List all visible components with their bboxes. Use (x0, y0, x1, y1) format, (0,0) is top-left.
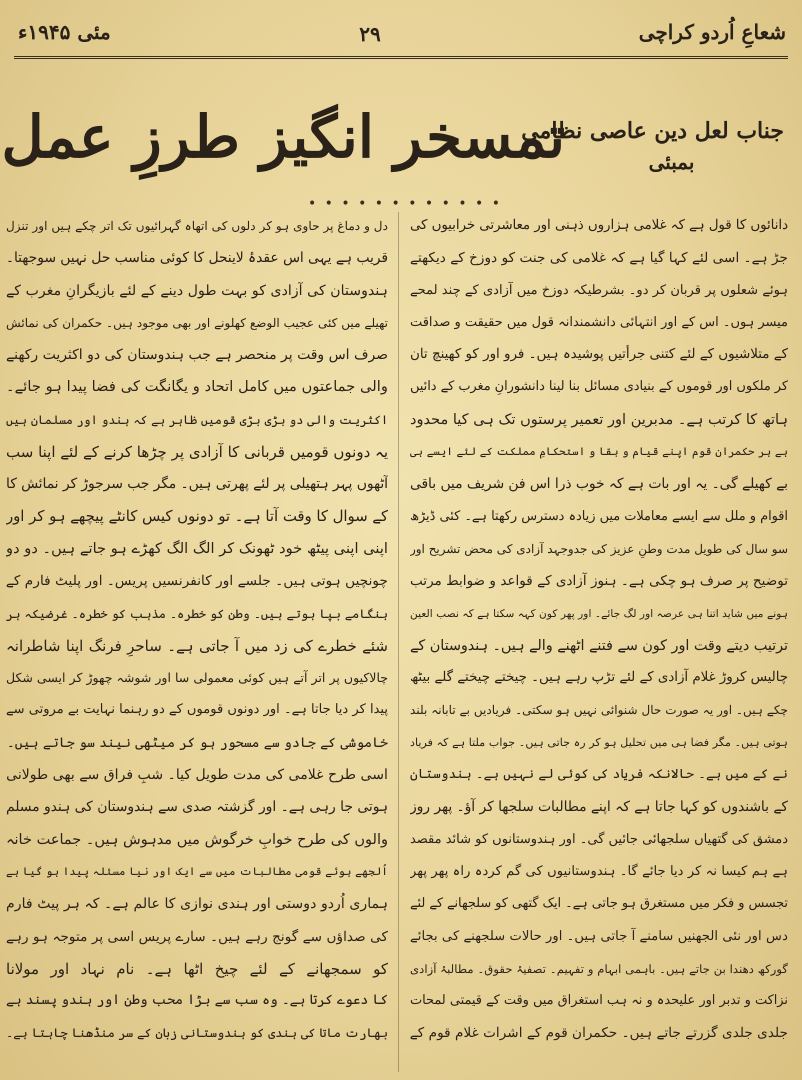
text-line: ہندوستان کی آزادی کو بہت طول دینے کے لئے بازیگرانِ مغرب کے (6, 282, 388, 299)
text-line: کر ملکوں اور قوموں کے بنیادی مسائل بنا لینا دانشورانِ مغرب کے دائیں (410, 379, 788, 395)
text-line: کا دعوے کرتا ہے۔ وہ سب سے بڑا محب وطن اور ہندو پسند ہے (6, 993, 388, 1009)
text-line: کے متلاشیوں کے لئے کتنی جرأتیں پوشیدہ ہیں۔ فرو اور کو کھینچ تان (410, 347, 788, 363)
text-line: دانائوں کا قول ہے کہ غلامی ہزاروں ذہنی اور معاشرتی خرابیوں کی (410, 218, 788, 233)
text-line: چکے ہیں۔ اور یہ صورت حال شنوائی نہیں ہو سکتی۔ فریادیں بے تابانہ بلند (410, 703, 788, 718)
text-line: چونچیں ہوتی ہیں۔ جلسے اور کانفرنسیں پریس۔ اور پلیٹ فارم کے (6, 573, 388, 590)
author-name: جناب لعل دین عاصی نظامی (521, 118, 784, 144)
text-line: ہوتی جا رہی ہے۔ اور گزشتہ صدی سے ہندوستان کی ہندو مسلم (6, 799, 388, 816)
title-ornament: • • • • • • • • • • • • (307, 196, 503, 212)
text-line: ہوتی ہیں۔ مگر فضا ہی میں تحلیل ہو کر رہ جاتی ہیں۔ جواب ملتا ہے کہ فریاد (410, 735, 788, 749)
right-column (410, 210, 788, 1072)
text-line: تھیلے میں کئی عجیب الوضع کھلونے اور بھی موجود ہیں۔ حکمران کی نمائش (6, 315, 388, 330)
article-title: تمسخر انگیز طرزِ عمل (1, 103, 565, 171)
text-line: صرف اس وقت پر منحصر ہے جب ہندوستان کی دو اکثریت رکھنے (6, 347, 388, 364)
text-line: ہنگامے بپا ہوتے ہیں۔ وطن کو خطرہ۔ مذہب کو خطرہ۔ غرضیکہ ہر (6, 606, 388, 621)
text-line: خاموشی کے جادو سے مسحور ہو کر میٹھی نیند سو جاتے ہیں۔ (6, 734, 388, 751)
text-line: سو سال کی طویل مدت وطنِ عزیز کی جدوجہد آزادی کی محض تشریح اور (410, 541, 788, 556)
text-line: ہماری اُردو دوستی اور ہندی نوازی کا عالم ہے۔ کہ ہر پیٹ فارم (6, 896, 388, 913)
page-header (0, 0, 802, 62)
header-rule (14, 56, 788, 59)
text-line: دس اور نئی الجھنیں سامنے آ جاتی ہیں۔ اور حالات سلجھنے کی بجائے (410, 928, 788, 944)
text-line: چالیس کروڑ غلام آزادی کے لئے تڑپ رہے ہیں۔ چیختے چیختے گلے بیٹھ (410, 670, 788, 686)
text-line: دمشق کی گتھیاں سلجھائی جائیں گی۔ اور ہندوستانوں کو شائد مقصد (410, 831, 788, 847)
text-line: اُلجھے ہوئے قومی مطالبات میں سے ایک اور نیا مسئلہ پیدا ہو گیا ہے (6, 864, 388, 878)
text-line: توضیح پر صرف ہو چکی ہے۔ ہنوز آزادی کے قواعد و ضوابط مرتب (410, 573, 788, 590)
text-line: دل و دماغ پر حاوی ہو کر دلوں کی اتھاہ گہرائیوں تک اتر چکے ہیں اور تنزل (6, 219, 388, 233)
column-divider (398, 212, 399, 1072)
text-line: نزاکت و تدبر اور علیحدہ و نہ ہب استغراق میں وقت کے قیمتی لمحات (410, 993, 788, 1009)
text-line: ہاتھ کا کرتب ہے۔ مدبرین اور تعمیر پرستوں تک ہی کیا محدود (410, 411, 788, 428)
text-line: تجسس و فکر میں مستغرق ہو جاتی ہے۔ ایک گتھی کو سلجھانے کے لئے (410, 896, 788, 912)
text-line: آٹھوں پہر ہتھیلی پر لئے پھرتی ہیں۔ مگر جب سرجوڑ کر نمائش کا (6, 476, 388, 493)
text-line: کی صداؤں سے گونج رہے ہیں۔ سارے پریس اسی پر متوجہ ہو رہے (6, 928, 388, 945)
text-line: کے باشندوں کو کہا جاتا ہے کہ اپنے مطالبات سلجھا کر آؤ۔ پھر روز (410, 799, 788, 816)
text-line: میسر ہوں۔ اس کے اور انتہائی دانشمندانہ قول میں حقیقت و صداقت (410, 314, 788, 330)
left-column (6, 210, 388, 1072)
header-page-number: ۲۹ (359, 22, 381, 46)
text-line: بھارت ماتا کی ہندی کو ہندوستانی زبان کے سر منڈھنا چاہتا ہے۔ (6, 1026, 388, 1041)
text-line: کے سوال کا وقت آتا ہے۔ تو دونوں کیس کانٹے پیچھے ہو کر اور (6, 507, 388, 525)
text-line: ہوئے شعلوں پر قربان کر دو۔ بشرطیکہ دوزخ میں آزادی کے چند لمحے (410, 282, 788, 298)
text-line: اپنی اپنی پیٹھ خود ٹھونک کر الگ الگ کھڑے ہو جاتے ہیں۔ دو دو (6, 539, 388, 557)
text-line: پیدا کر دیا جاتا ہے۔ اور دونوں قوموں کے دو رہنما نہایت بے مروتی سے (6, 702, 388, 718)
text-line: اسی طرح غلامی کی مدت طویل کیا۔ شبِ فراق سے بھی طولانی (6, 767, 388, 784)
author-city: بمبئی (648, 150, 695, 174)
author-block (521, 118, 784, 174)
text-line: ہے ہم کیسا نہ کر دیا جائے گا۔ ہندوستانیوں کی گم کردہ راہ پھر پھر (410, 863, 788, 879)
text-line: اقوام و ملل سے ایسے معاملات میں زیادہ دسترس رکھتا ہے۔ کئی ڈیڑھ (410, 508, 788, 524)
text-line: بے کھیلے گی۔ یہ اور بات ہے کہ خوب ذرا اس فن شریف میں باقی (410, 476, 788, 493)
text-line: شئے خطرے کی زد میں آ جاتی ہے۔ ساحرِ فرنگ اپنا شاطرانہ (6, 636, 388, 655)
text-line: گورکھ دھندا بن جاتے ہیں۔ باہمی ابہام و تفہیم۔ تصفیۂ حقوق۔ مطالبۂ آزادی (410, 961, 788, 976)
text-line: ہے ہر حکمران قوم اپنے قیام و بقا و استحکامِ مملکت کے لئے ایسے ہی (410, 445, 788, 459)
header-date: مئی ۱۹۴۵ء (18, 20, 111, 44)
text-line: کو سمجھانے کے لئے چیخ اٹھا ہے۔ نام نہاد اور مولانا (6, 959, 388, 978)
text-line: جڑ ہے۔ اسی لئے کہا گیا ہے کہ غلامی کی جنت کو دوزخ کے دیکھتے (410, 250, 788, 267)
header-publication: شعاعِ اُردو کراچی (638, 20, 786, 44)
text-line: ہونے میں شاید اتنا ہی عرصہ اور لگ جائے۔ اور پھر کون کہہ سکتا ہے کہ نصب العین (410, 606, 788, 620)
text-line: نے کے میں ہے۔ حالانکہ فریاد کی کوئی لے نہیں ہے۔ ہندوستان (410, 767, 788, 783)
text-line: جلدی جلدی گزرتے جاتے ہیں۔ حکمران قوم کے اشرات غلام قوم کے (410, 1025, 788, 1042)
text-line: اکثریت والی دو بڑی بڑی قومیں ظاہر ہے کہ ہندو اور مسلمان ہیں (6, 412, 388, 427)
text-line: والی جماعتوں میں کامل اتحاد و یگانگت کی فضا پیدا ہو جائے۔ (6, 378, 388, 396)
text-line: چالاکیوں پر اتر آتے ہیں کوئی معمولی سا اور شوشہ چھوڑ کر ایسی شکل (6, 670, 388, 686)
text-line: والوں کی طرح خوابِ خرگوش میں مدہوش ہیں۔ جماعت خانہ (6, 831, 388, 848)
text-line: ترتیب دیتے وقت اور کون سے فتنے اٹھنے والے ہیں۔ ہندوستان کے (410, 637, 788, 654)
text-line: یہ دونوں قومیں قربانی کا آزادی پر چڑھا کرنے کے لئے اپنا سب (6, 443, 388, 462)
text-line: قریب ہے یہی اس عقدۂ لاینحل کا کوئی مناسب حل نہیں سوجھتا۔ (6, 250, 388, 267)
